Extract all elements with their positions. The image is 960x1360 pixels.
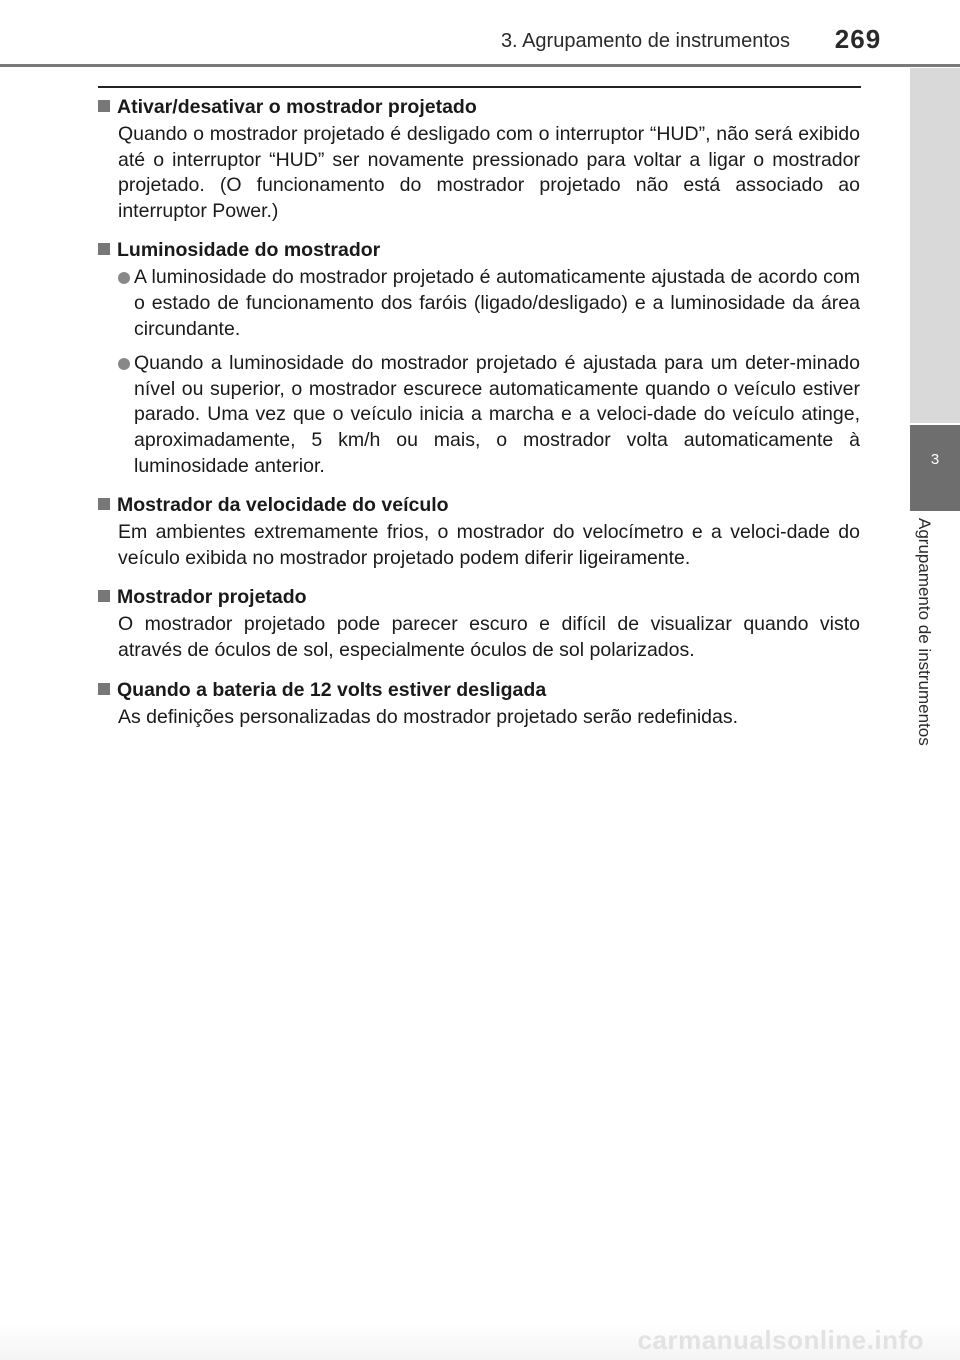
page-number: 269 [834,24,882,54]
square-bullet-icon [98,498,110,510]
section-body: As definições personalizadas do mostrador projetado serão redefinidas. [118,705,739,728]
section-heading [98,237,860,263]
watermark-bar [0,1324,960,1360]
square-bullet-icon [98,683,110,695]
section-heading [98,94,860,120]
bullet-item [98,351,860,479]
side-tab-background [910,68,960,423]
section-heading-text: Luminosidade do mostrador [117,239,381,262]
section-heading-text: Mostrador da velocidade do veículo [117,494,449,517]
section-heading [98,584,860,610]
round-bullet-icon [118,272,130,284]
watermark-text: carmanualsonline.info [637,1325,924,1355]
bullet-item [98,265,860,342]
section-ativar-desativar [98,94,860,224]
section-body: Quando o mostrador projetado é desligado com o interruptor “HUD”, não será exibido até o interruptor “HUD” ser novamente pressionado para voltar a ligar o mostrador projetado. (O funcionamento do mostrador projetado não está associado ao interruptor Power.) [118,123,860,222]
content [98,94,860,743]
round-bullet-icon [118,358,130,370]
bullet-text: A luminosidade do mostrador projetado é automaticamente ajustada de acordo com o estado de funcionamento dos faróis (ligado/desligado) e a luminosidade da área circundante. [134,266,860,340]
section-heading-text: Mostrador projetado [117,586,307,609]
section-heading-text: Ativar/desativar o mostrador projetado [117,96,477,118]
square-bullet-icon [98,590,110,602]
section-body: O mostrador projetado pode parecer escuro e difícil de visualizar quando visto através de óculos de sol, especialmente óculos de sol polarizados. [118,613,860,661]
section-velocidade [98,492,860,571]
section-heading [98,677,860,703]
section-luminosidade [98,237,860,479]
section-body: Em ambientes extremamente frios, o mostrador do velocímetro e a veloci-dade do veículo exibida no mostrador projetado podem diferir ligeiramente. [118,521,860,569]
section-heading-text: Quando a bateria de 12 volts estiver desligada [117,678,547,701]
side-tab-label: Agrupamento de instrumentos [915,518,934,746]
side-tab-number: 3 [910,425,960,511]
content-rule [98,86,861,88]
square-bullet-icon [98,243,110,255]
header-rule [0,64,960,67]
section-bateria [98,677,860,731]
bullet-text: Quando a luminosidade do mostrador projetado é ajustada para um deter-minado nível ou superior, o mostrador escurece automaticamente quando o veículo estiver parado. Uma vez que o veículo inicia a marcha e a veloci-dade do veículo atinge, aproximadamente, 5 km/h ou mais, o mostrador volta automaticamente à luminosidade anterior. [134,352,860,477]
square-bullet-icon [98,100,110,112]
section-heading [98,492,860,518]
header-section-title: 3. Agrupamento de instrumentos [500,30,790,52]
section-mostrador-projetado [98,584,860,663]
